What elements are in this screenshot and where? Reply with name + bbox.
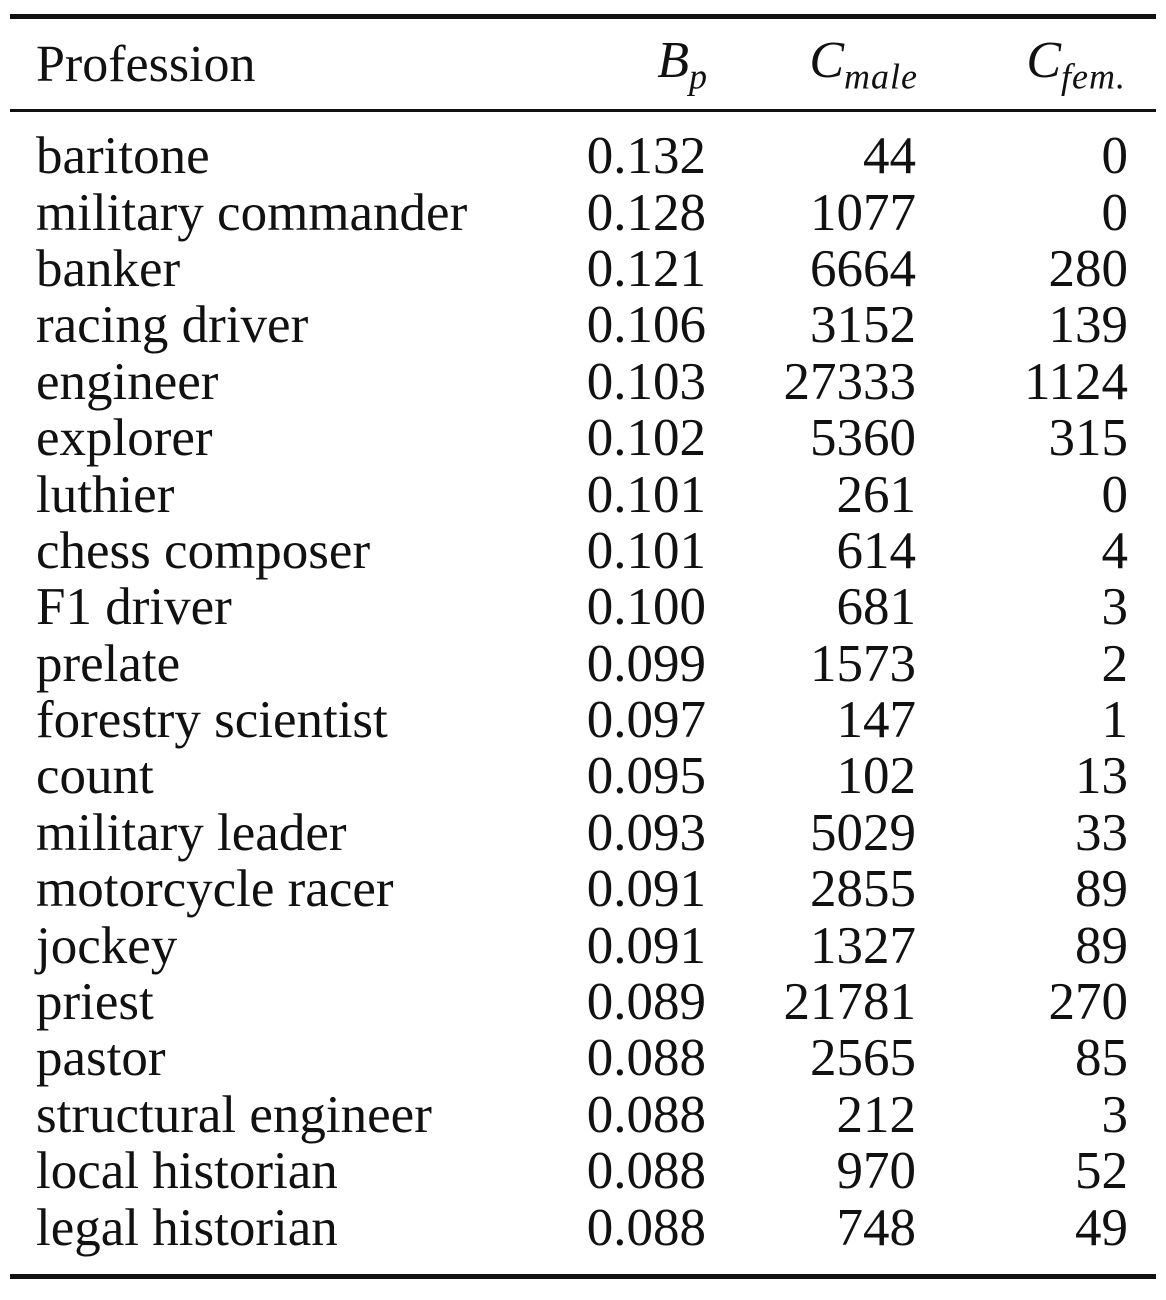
header-bias-symbol: B — [657, 31, 689, 89]
cell-female-count: 89 — [1075, 860, 1128, 919]
table-row — [10, 805, 1156, 861]
cell-bias-score: 0.106 — [586, 296, 706, 355]
table-row — [10, 917, 1156, 973]
header-bias-score — [522, 19, 712, 109]
table-row — [10, 523, 1156, 579]
table-header — [10, 19, 1156, 109]
cell-female-count: 89 — [1075, 916, 1128, 975]
table-row — [10, 410, 1156, 466]
cell-male-count: 102 — [836, 747, 916, 806]
cell-profession: jockey — [36, 916, 178, 975]
cell-female-count: 4 — [1101, 521, 1128, 580]
cell-female-count: 0 — [1101, 183, 1128, 242]
cell-bias-score: 0.088 — [586, 1085, 706, 1144]
table-row — [10, 636, 1156, 692]
cell-female-count: 0 — [1101, 127, 1128, 186]
table-row — [10, 1143, 1156, 1199]
cell-profession: priest — [36, 973, 154, 1032]
cell-male-count: 212 — [836, 1085, 916, 1144]
cell-profession: racing driver — [36, 296, 309, 355]
table-row — [10, 112, 1156, 184]
cell-female-count: 13 — [1075, 747, 1128, 806]
cell-bias-score: 0.100 — [586, 578, 706, 637]
cell-male-count: 1077 — [810, 183, 916, 242]
cell-profession: count — [36, 747, 154, 806]
cell-bias-score: 0.091 — [586, 916, 706, 975]
cell-male-count: 261 — [836, 465, 916, 524]
cell-bias-score: 0.088 — [586, 1029, 706, 1088]
header-bias-subscript: p — [689, 56, 708, 97]
cell-male-count: 21781 — [783, 973, 916, 1032]
cell-male-count: 1327 — [810, 916, 916, 975]
profession-bias-table-wrapper — [10, 14, 1156, 1279]
cell-profession: local historian — [36, 1142, 338, 1201]
cell-bias-score: 0.121 — [586, 239, 706, 298]
cell-female-count: 33 — [1075, 803, 1128, 862]
cell-bias-score: 0.091 — [586, 860, 706, 919]
table-row — [10, 1087, 1156, 1143]
cell-female-count: 1124 — [1023, 352, 1128, 411]
cell-bias-score: 0.128 — [586, 183, 706, 242]
cell-female-count: 1 — [1101, 691, 1128, 750]
cell-profession: luthier — [36, 465, 175, 524]
cell-profession: military leader — [36, 803, 347, 862]
cell-female-count: 3 — [1101, 1085, 1128, 1144]
header-profession: Profession — [36, 35, 256, 93]
cell-profession: banker — [36, 239, 181, 298]
cell-bias-score: 0.132 — [586, 127, 706, 186]
cell-profession: engineer — [36, 352, 219, 411]
cell-bias-score: 0.097 — [586, 691, 706, 750]
cell-profession: chess composer — [36, 521, 371, 580]
cell-profession: explorer — [36, 409, 213, 468]
cell-female-count: 2 — [1101, 634, 1128, 693]
header-female-subscript: fem. — [1061, 56, 1126, 97]
table-row — [10, 1199, 1156, 1273]
profession-bias-table-body — [10, 112, 1156, 1274]
cell-female-count: 3 — [1101, 578, 1128, 637]
header-male-symbol: C — [809, 31, 845, 89]
table-body — [10, 112, 1156, 1274]
table-row — [10, 466, 1156, 522]
cell-bias-score: 0.093 — [586, 803, 706, 862]
table-row — [10, 184, 1156, 240]
cell-male-count: 2855 — [810, 860, 916, 919]
cell-male-count: 6664 — [810, 239, 916, 298]
table-row — [10, 579, 1156, 635]
cell-female-count: 280 — [1048, 239, 1128, 298]
header-female-symbol: C — [1026, 31, 1062, 89]
cell-male-count: 5360 — [810, 409, 916, 468]
cell-bias-score: 0.102 — [586, 409, 706, 468]
cell-bias-score: 0.089 — [586, 973, 706, 1032]
cell-bias-score: 0.101 — [586, 465, 706, 524]
cell-male-count: 147 — [836, 691, 916, 750]
cell-male-count: 3152 — [810, 296, 916, 355]
cell-male-count: 5029 — [810, 803, 916, 862]
cell-profession: baritone — [36, 127, 210, 186]
cell-profession: pastor — [36, 1029, 166, 1088]
cell-male-count: 748 — [836, 1198, 916, 1257]
table-row — [10, 974, 1156, 1030]
cell-female-count: 139 — [1048, 296, 1128, 355]
cell-bias-score: 0.103 — [586, 352, 706, 411]
table-row — [10, 692, 1156, 748]
cell-profession: military commander — [36, 183, 468, 242]
cell-female-count: 52 — [1075, 1142, 1128, 1201]
cell-profession: forestry scientist — [36, 691, 388, 750]
cell-bias-score: 0.088 — [586, 1198, 706, 1257]
cell-female-count: 49 — [1075, 1198, 1128, 1257]
table-row — [10, 1030, 1156, 1086]
cell-profession: legal historian — [36, 1198, 338, 1257]
cell-male-count: 681 — [836, 578, 916, 637]
cell-profession: motorcycle racer — [36, 860, 394, 919]
cell-profession: prelate — [36, 634, 181, 693]
cell-bias-score: 0.088 — [586, 1142, 706, 1201]
profession-bias-table — [10, 19, 1156, 109]
header-male-subscript: male — [844, 56, 918, 97]
cell-bias-score: 0.101 — [586, 521, 706, 580]
bottom-rule — [10, 1274, 1156, 1279]
cell-female-count: 315 — [1048, 409, 1128, 468]
header-female-count — [922, 19, 1156, 109]
table-row — [10, 748, 1156, 804]
cell-male-count: 44 — [863, 127, 916, 186]
cell-female-count: 270 — [1048, 973, 1128, 1032]
cell-male-count: 27333 — [783, 352, 916, 411]
header-male-count — [712, 19, 922, 109]
cell-bias-score: 0.095 — [586, 747, 706, 806]
header-row — [10, 19, 1156, 109]
cell-female-count: 0 — [1101, 465, 1128, 524]
cell-male-count: 1573 — [810, 634, 916, 693]
table-row — [10, 241, 1156, 297]
cell-profession: F1 driver — [36, 578, 232, 637]
table-row — [10, 354, 1156, 410]
table-row — [10, 297, 1156, 353]
table-row — [10, 861, 1156, 917]
cell-female-count: 85 — [1075, 1029, 1128, 1088]
cell-bias-score: 0.099 — [586, 634, 706, 693]
cell-male-count: 614 — [836, 521, 916, 580]
cell-profession: structural engineer — [36, 1085, 432, 1144]
cell-male-count: 970 — [836, 1142, 916, 1201]
cell-male-count: 2565 — [810, 1029, 916, 1088]
